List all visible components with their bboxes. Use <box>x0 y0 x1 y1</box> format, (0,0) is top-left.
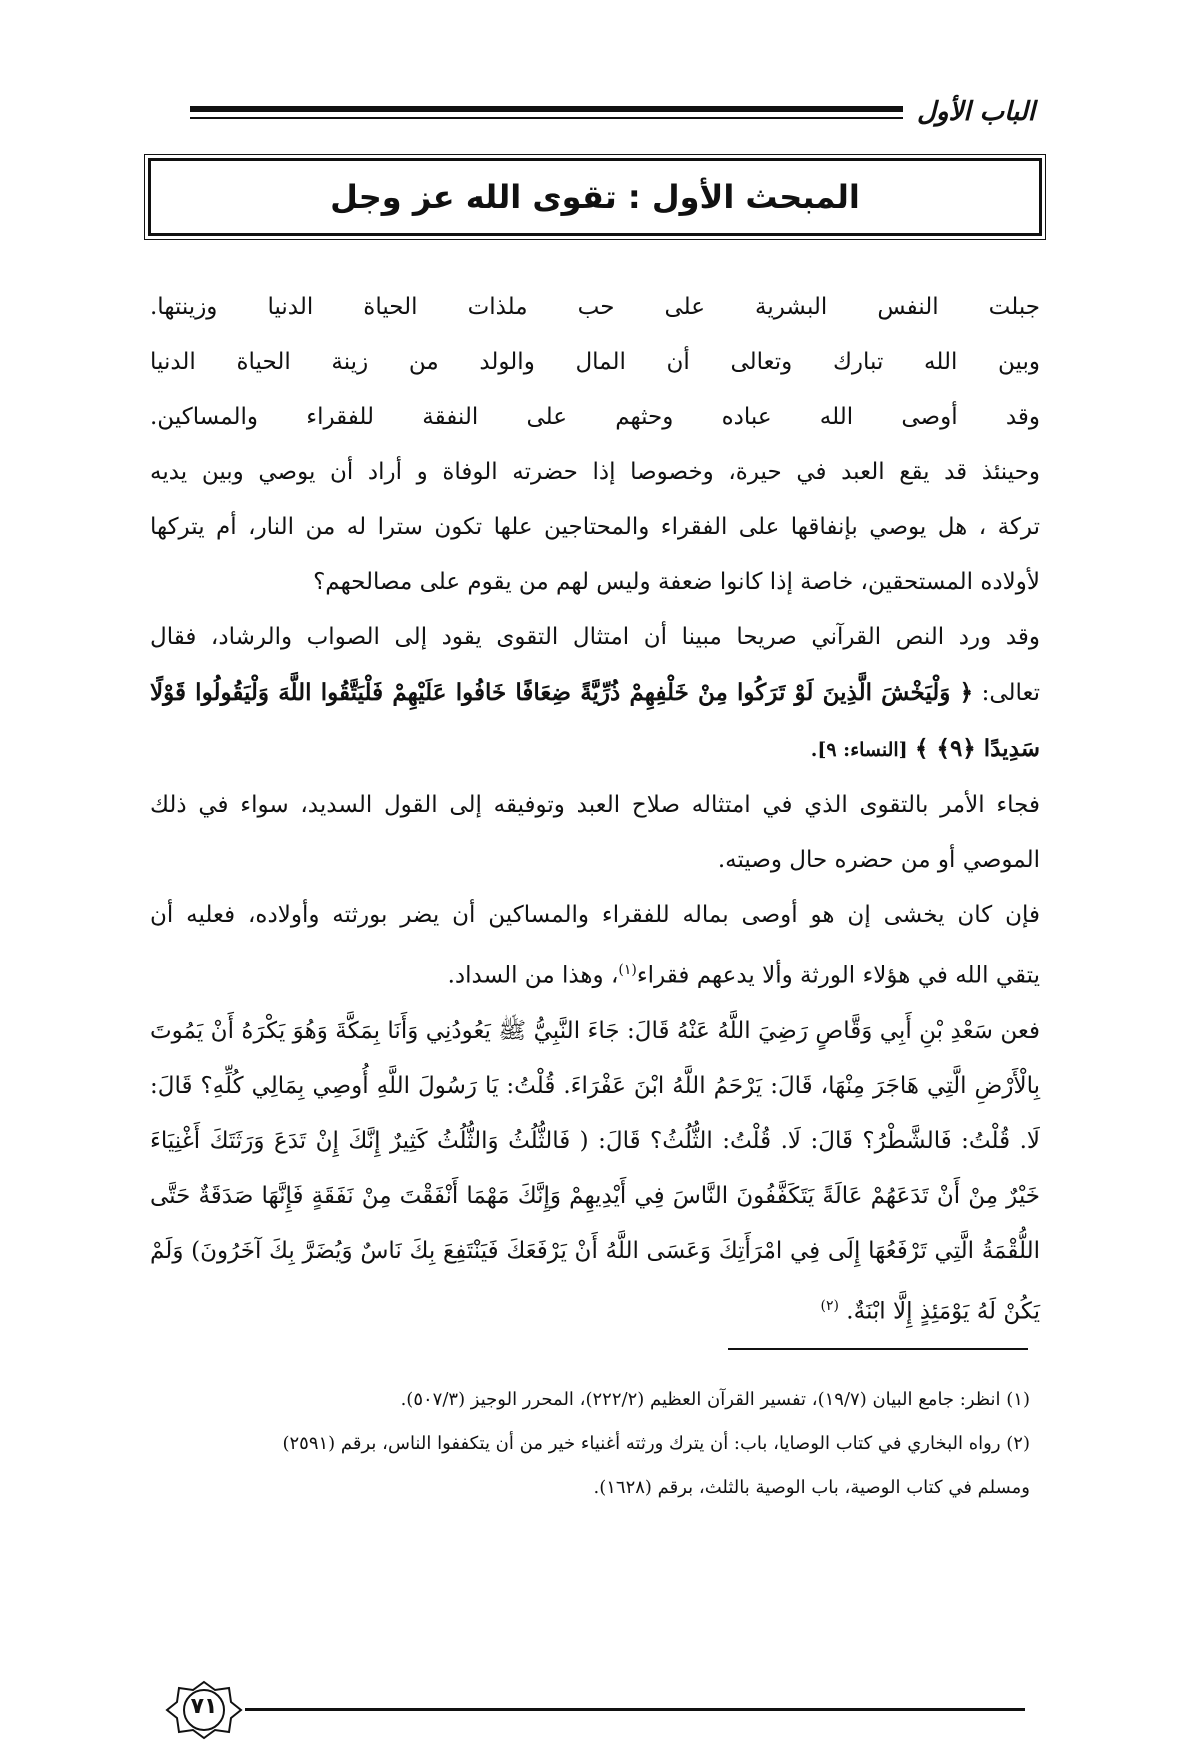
chapter-title: الباب الأول <box>917 97 1035 127</box>
paragraph <box>150 943 1040 1004</box>
hadith-prefix: فعن <box>1000 1017 1041 1044</box>
paragraph: الموصي أو من حضره حال وصيته. <box>717 847 1040 873</box>
paragraph: تركة ، هل يوصي بإنفاقها على الفقراء والمحتاجين علها تكون سترا له من النار، أم يتركها <box>150 514 1040 540</box>
footnote-ref: (١) <box>618 962 637 978</box>
header-rule <box>190 106 903 119</box>
footnote-ref: (٢) <box>820 1297 839 1314</box>
paragraph-text: ، وهذا من السداد. <box>447 962 619 989</box>
hadith-text: سَعْدِ بْنِ أَبِي وَقَّاصٍ رَضِيَ اللَّهُ عَنْهُ قَالَ: جَاءَ النَّبِيُّ ﷺ يَعُودُنِي وَأَنَا بِمَكَّةَ وَهُوَ يَكْرَهُ أَنْ يَمُوتَ بِالْأَرْضِ الَّتِي هَاجَرَ مِنْهَا، قَالَ: يَرْحَمُ اللَّهُ ابْنَ عَفْرَاءَ. قُلْتُ: يَا رَسُولَ اللَّهِ أُوصِي بِمَالِي كُلِّهِ؟ قَالَ: لَا. قُلْتُ: فَالشَّطْرُ؟ قَالَ: لَا. قُلْتُ: الثُّلُثُ؟ قَالَ: ( فَالثُّلُثُ وَالثُّلُثُ كَثِيرٌ إِنَّكَ إِنْ تَدَعَ وَرَثَتَكَ أَغْنِيَاءَ خَيْرٌ مِنْ أَنْ تَدَعَهُمْ عَالَةً يَتَكَفَّفُونَ النَّاسَ فِي أَيْدِيهِمْ وَإِنَّكَ مَهْمَا أَنْفَقْتَ مِنْ نَفَقَةٍ فَإِنَّهَا صَدَقَةٌ حَتَّى اللُّقْمَةُ الَّتِي تَرْفَعُهَا إِلَى فِي امْرَأَتِكَ وَعَسَى اللَّهُ أَنْ يَرْفَعَكَ فَيَنْتَفِعَ بِكَ نَاسٌ وَيُضَرَّ بِكَ آخَرُونَ) وَلَمْ يَكُنْ لَهُ يَوْمَئِذٍ إِلَّا ابْنَةٌ. <box>150 1017 1040 1325</box>
section-title-box <box>148 158 1042 236</box>
paragraph: وبين الله تبارك وتعالى أن المال والولد من زينة الحياة الدنيا <box>150 349 1040 375</box>
footnote-2-continued: ومسلم في كتاب الوصية، باب الوصية بالثلث، برقم (١٦٢٨). <box>593 1477 1030 1498</box>
verse-citation: [النساء: ٩]. <box>810 739 908 761</box>
footnotes <box>150 1378 1030 1510</box>
paragraph: فجاء الأمر بالتقوى الذي في امتثاله صلاح العبد وتوفيقه إلى القول السديد، سواء في ذلك <box>150 792 1040 818</box>
paragraph-text: يتقي الله في هؤلاء الورثة وألا يدعهم فقراء <box>636 962 1040 989</box>
paragraph: وقد ورد النص القرآني صريحا مبينا أن امتثال التقوى يقود إلى الصواب والرشاد، فقال <box>150 624 1040 650</box>
footnote-separator <box>728 1348 1028 1350</box>
page-number: ٧١ <box>190 1694 218 1719</box>
body-text <box>150 280 1040 1339</box>
paragraph: لأولاده المستحقين، خاصة إذا كانوا ضعفة وليس لهم من يقوم على مصالحهم؟ <box>313 569 1040 595</box>
verse-intro: تعالى: <box>981 680 1041 706</box>
section-title: المبحث الأول : تقوى الله عز وجل <box>330 178 860 216</box>
paragraph: وقد أوصى الله عباده وحثهم على النفقة للفقراء والمساكين. <box>150 404 1040 430</box>
hadith <box>150 1004 1040 1340</box>
ayah-text: ﴿ وَلْيَخْشَ الَّذِينَ لَوْ تَرَكُوا مِنْ خَلْفِهِمْ ذُرِّيَّةً ضِعَافًا خَافُوا عَلَيْهِمْ فَلْيَتَّقُوا اللَّهَ وَلْيَقُولُوا قَوْلًا سَدِيدًا ﴿٩﴾ ﴾ <box>150 679 1040 762</box>
page-footer <box>165 1680 1025 1740</box>
paragraph: وحينئذ قد يقع العبد في حيرة، وخصوصا إذا حضرته الوفاة و أراد أن يوصي وبين يديه <box>150 459 1040 485</box>
quran-verse <box>150 665 1040 778</box>
running-header <box>190 92 1035 132</box>
footnote-1: (١) انظر: جامع البيان (١٩/٧)، تفسير القرآن العظيم (٢٢٢/٢)، المحرر الوجيز (٥٠٧/٣). <box>400 1389 1030 1410</box>
paragraph: فإن كان يخشى إن هو أوصى بماله للفقراء والمساكين أن يضر بورثته وأولاده، فعليه أن <box>150 902 1040 928</box>
footnote-2: (٢) رواه البخاري في كتاب الوصايا، باب: أن يترك ورثته أغنياء خير من أن يتكففوا الناس، برقم (٢٥٩١) <box>282 1433 1030 1454</box>
page-number-ornament <box>165 1680 243 1740</box>
paragraph: جبلت النفس البشرية على حب ملذات الحياة الدنيا وزينتها. <box>150 294 1040 320</box>
footer-rule <box>245 1708 1025 1711</box>
